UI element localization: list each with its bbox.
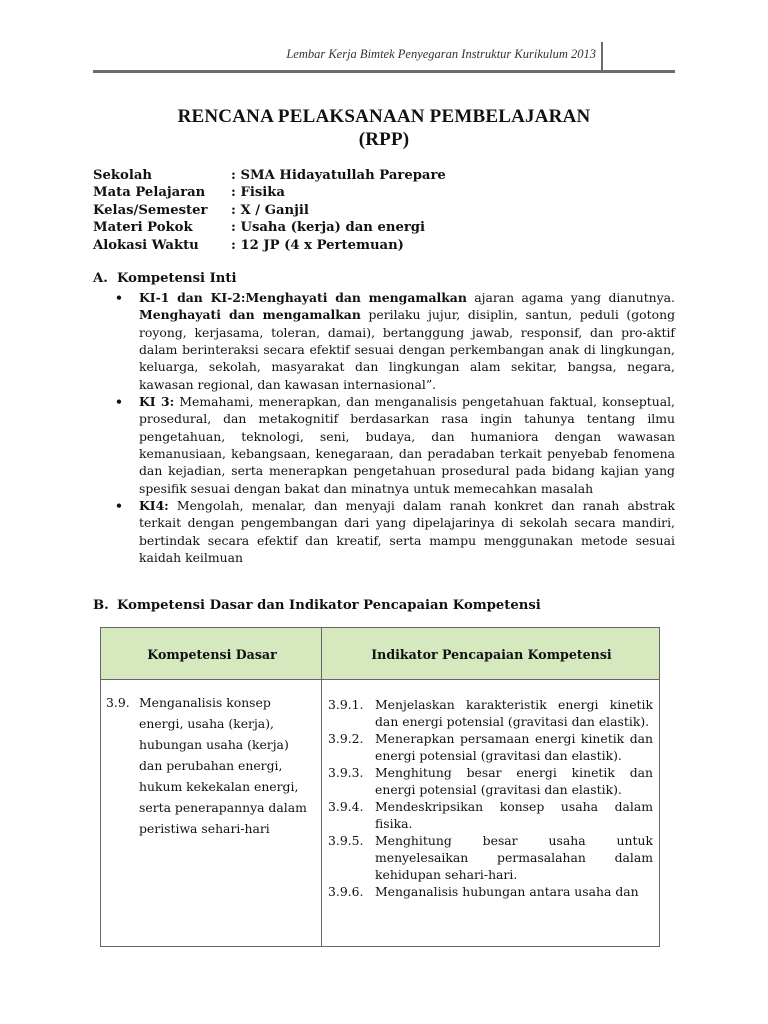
indicator-item (328, 764, 653, 798)
kd-text (139, 692, 318, 839)
header-divider (93, 70, 675, 73)
kompetensi-dasar-cell (106, 692, 318, 839)
list-item-ki3 (115, 393, 675, 497)
table-header-indikator: Indikator Pencapaian Kompetensi (371, 646, 612, 662)
kd-line: dan perubahan energi, (139, 758, 283, 773)
indicator-code: 3.9.4. (328, 799, 364, 814)
identity-row-kelas-semester (93, 202, 446, 219)
header-text: Lembar Kerja Bimtek Penyegaran Instruktur Kurikulum 2013 (286, 47, 596, 61)
indicator-code: 3.9.3. (328, 765, 364, 780)
ki-text: perilaku jujur, disiplin, santun, peduli (gotong royong, kerjasama, toleran, damai), bertanggung jawab, responsif, dan pro-aktif dalam berinteraksi secara efektif sesuai dengan perkembangan anak di lingkungan, keluarga, sekolah, masyarakat dan lingkungan alam sekitar, bangsa, negara, kawasan regional, dan kawasan internasional”. (139, 307, 675, 392)
kompetensi-inti-list (115, 289, 675, 567)
kd-line: hubungan usaha (kerja) (139, 737, 289, 752)
table-header-row (101, 628, 659, 680)
section-a-heading (93, 271, 237, 286)
indicator-code: 3.9.1. (328, 697, 364, 712)
header-vertical-divider (601, 42, 603, 70)
section-b-heading (93, 598, 541, 613)
identity-row-alokasi-waktu (93, 237, 446, 254)
ki-label: KI4: (139, 498, 169, 514)
ki-label: KI-1 dan KI-2:Menghayati dan mengamalkan (139, 290, 467, 305)
kd-line: hukum kekekalan energi, (139, 779, 299, 794)
identity-row-materi-pokok (93, 219, 446, 236)
indicator-item (328, 832, 653, 883)
identity-row-sekolah (93, 167, 446, 184)
indicator-item (328, 798, 653, 832)
bullet-icon: • (115, 394, 123, 410)
indicator-list (328, 696, 653, 900)
table-header-kompetensi-dasar: Kompetensi Dasar (147, 646, 277, 662)
ki-label: KI 3: (139, 394, 175, 410)
identity-block (93, 167, 446, 254)
kd-line: serta penerapannya dalam (139, 800, 307, 815)
indicator-code: 3.9.5. (328, 833, 364, 848)
indicator-text: Menganalisis hubungan antara usaha dan (375, 884, 639, 899)
identity-label: Materi Pokok (93, 220, 193, 236)
section-a-title: Kompetensi Inti (117, 271, 237, 286)
indicator-text: Menjelaskan karakteristik energi kinetik dan energi potensial (gravitasi dan elastik). (375, 697, 653, 729)
indicator-code: 3.9.2. (328, 731, 364, 746)
ki-text: Mengolah, menalar, dan menyaji dalam ranah konkret dan ranah abstrak terkait dengan pengembangan dari yang dipelajarinya di sekolah secara mandiri, bertindak secara efektif dan kreatif, serta mampu menggunakan metode sesuai kaidah keilmuan (139, 498, 675, 566)
indicator-text: Menghitung besar energi kinetik dan energi potensial (gravitasi dan elastik). (375, 765, 653, 797)
kd-code: 3.9. (106, 695, 130, 710)
table-column-divider (321, 627, 322, 947)
indicator-code: 3.9.6. (328, 884, 364, 899)
kd-line: energi, usaha (kerja), (139, 716, 274, 731)
section-a-number: A. (93, 271, 108, 286)
bullet-icon: • (115, 498, 123, 514)
indicator-text: Menghitung besar usaha untuk menyelesaikan permasalahan dalam kehidupan sehari-hari. (375, 833, 653, 882)
identity-value: : Usaha (kerja) dan energi (231, 220, 426, 236)
indicator-item (328, 730, 653, 764)
identity-value: : SMA Hidayatullah Parepare (231, 168, 446, 183)
identity-label: Sekolah (93, 168, 152, 183)
identity-value: : X / Ganjil (231, 202, 309, 218)
indicator-item (328, 696, 653, 730)
indicator-text: Menerapkan persamaan energi kinetik dan energi potensial (gravitasi dan elastik). (375, 731, 653, 763)
list-item-ki4 (115, 497, 675, 566)
kd-line: Menganalisis konsep (139, 695, 271, 710)
document-subtitle: (RPP) (358, 129, 410, 150)
identity-value: : 12 JP (4 x Pertemuan) (231, 237, 404, 253)
identity-label: Alokasi Waktu (93, 237, 199, 253)
ki-emphasis: Menghayati dan mengamalkan (139, 307, 361, 323)
bullet-icon: • (115, 290, 123, 305)
section-b-title: Kompetensi Dasar dan Indikator Pencapaian Kompetensi (117, 598, 541, 613)
identity-row-mata-pelajaran (93, 184, 446, 201)
identity-label: Mata Pelajaran (93, 185, 206, 201)
kd-line: peristiwa sehari-hari (139, 821, 270, 836)
ki-text: ajaran agama yang dianutnya. (466, 290, 675, 305)
section-b-number: B. (93, 598, 109, 613)
identity-label: Kelas/Semester (93, 202, 208, 218)
list-item-ki1-ki2 (115, 289, 675, 393)
identity-value: : Fisika (231, 185, 285, 201)
indicator-item (328, 883, 653, 900)
indicator-text: Mendeskripsikan konsep usaha dalam fisika. (375, 799, 653, 831)
ki-text: Memahami, menerapkan, dan menganalisis pengetahuan faktual, konseptual, prosedural, dan metakognitif berdasarkan rasa ingin tahunya tentang ilmu pengetahuan, teknologi, seni, budaya, dan humaniora dengan wawasan kemanusiaan, kebangsaan, kenegaraan, dan peradaban terkait penyebab fenomena dan kejadian, serta menerapkan pengetahuan prosedural pada bidang kajian yang spesifik sesuai dengan bakat dan minatnya untuk memecahkan masalah (139, 394, 675, 496)
document-title: RENCANA PELAKSANAAN PEMBELAJARAN (177, 106, 591, 127)
